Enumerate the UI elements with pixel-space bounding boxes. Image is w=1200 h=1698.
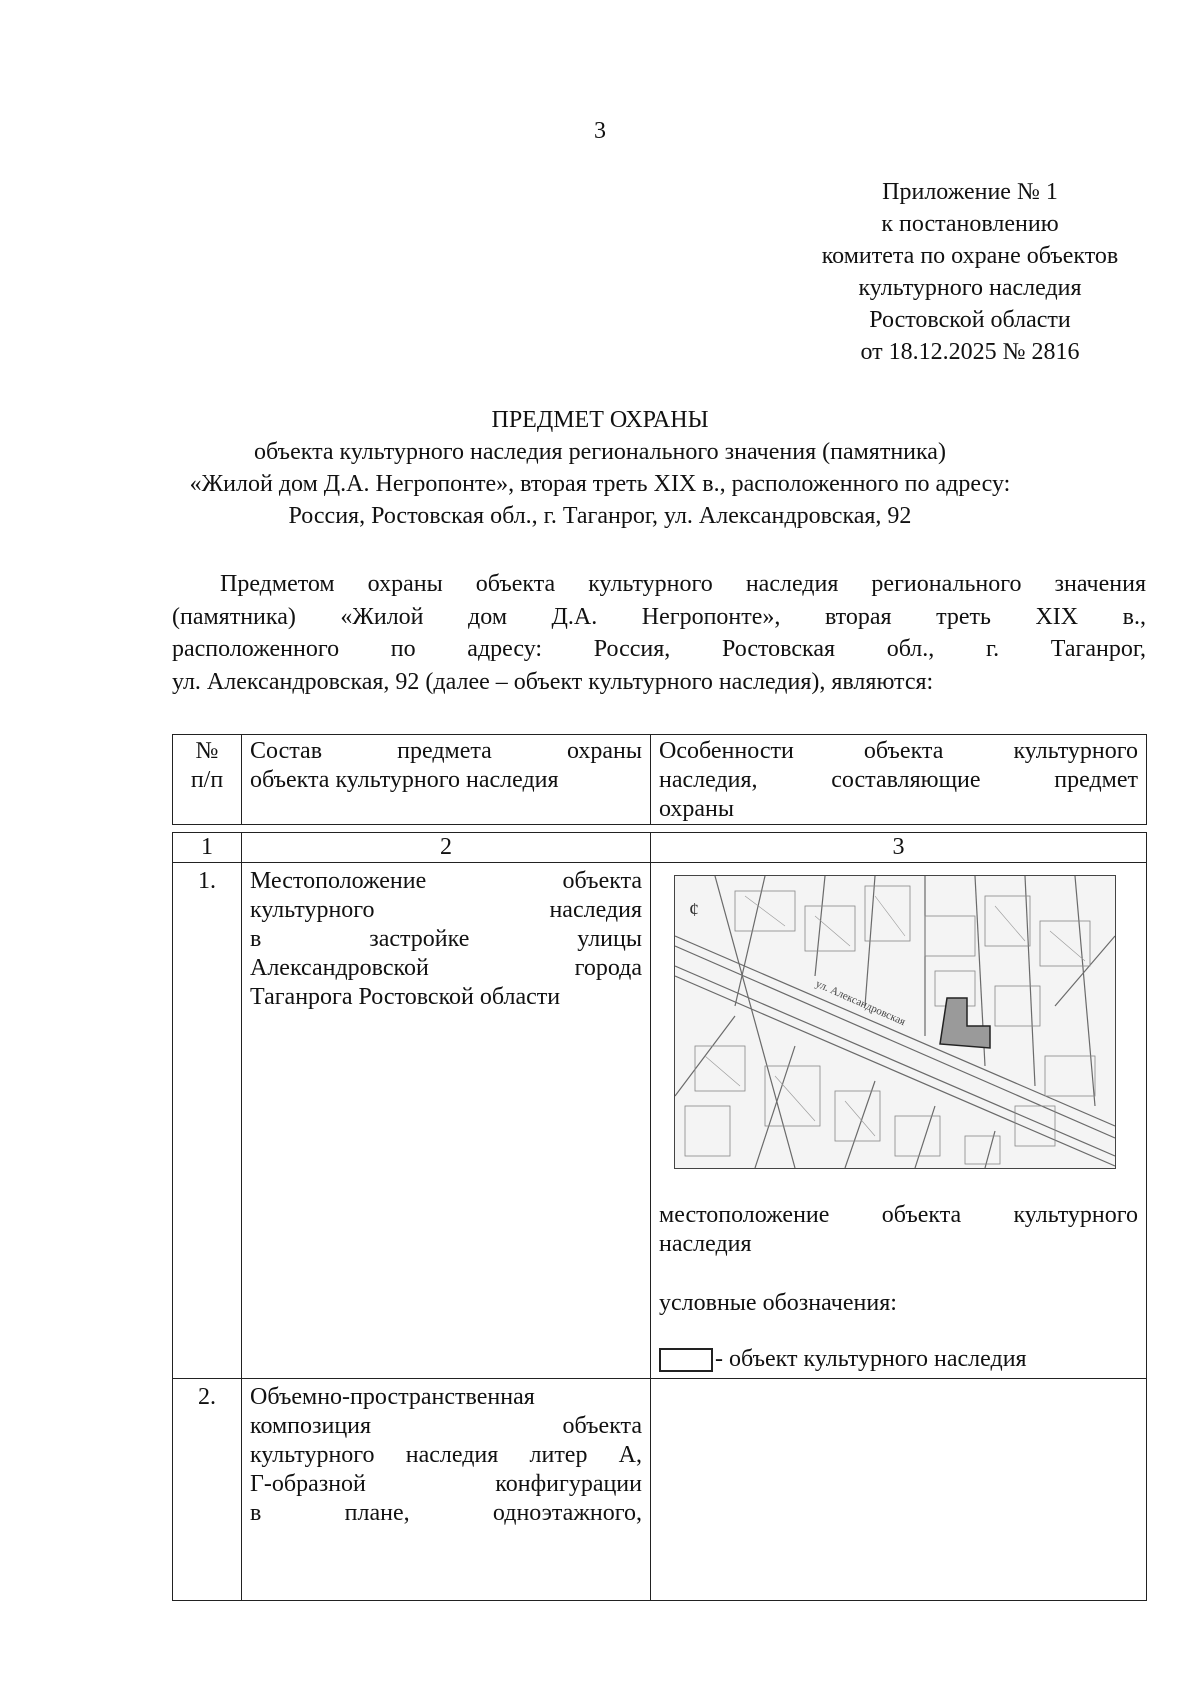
title-heading: ПРЕДМЕТ ОХРАНЫ [491,407,709,433]
row-features [651,863,1147,1379]
composition-line: в застройке улицы [250,926,642,952]
document-title [130,404,1070,532]
row-number: 1. [173,863,242,1379]
main-table [172,832,1147,1601]
page-number: 3 [594,118,606,144]
col-number-cell: 1 [173,833,242,863]
header-text: № [195,738,219,764]
row-number: 2. [173,1379,242,1601]
appendix-line: к постановлению [881,211,1059,237]
row-composition [242,1379,651,1601]
appendix-line: от 18.12.2025 № 2816 [860,339,1080,365]
composition-line: культурного наследия литер А, [250,1442,642,1468]
legend-label: - объект культурного наследия [715,1346,1027,1372]
composition-line: Местоположение объекта [250,868,642,894]
intro-paragraph [172,568,1146,698]
intro-line: Предметом охраны объекта культурного наследия регионального значения [220,571,1146,597]
appendix-line: культурного наследия [858,275,1082,301]
header-col-number [173,735,242,825]
header-text: объекта культурного наследия [250,767,559,793]
legend-title: условные обозначения: [659,1290,897,1316]
header-table [172,734,1147,825]
appendix-line: Ростовской области [869,307,1071,333]
title-line: Россия, Ростовская обл., г. Таганрог, ул. Александровская, 92 [288,503,912,529]
header-col-features [651,735,1147,825]
header-col-composition [242,735,651,825]
location-map [674,875,1116,1169]
legend-swatch [659,1348,713,1372]
intro-line: (памятника) «Жилой дом Д.А. Негропонте», вторая треть XIX в., [172,603,1146,630]
composition-line: композиция объекта [250,1413,642,1439]
header-text: п/п [190,767,224,793]
composition-line: культурного наследия [250,897,642,923]
composition-line: Таганрога Ростовской области [250,984,561,1010]
appendix-header [760,176,1180,368]
composition-line: Александровской города [250,955,642,981]
intro-line: расположенного по адресу: Россия, Ростовская обл., г. Таганрог, [172,636,1146,662]
legend-item [659,1345,1138,1374]
map-street-label: ул. Александровская [813,977,908,1029]
header-text: Особенности объекта культурного [659,738,1138,764]
svg-text:¢: ¢ [689,899,699,921]
composition-line: в плане, одноэтажного, [250,1500,642,1526]
header-text: наследия, составляющие предмет [659,767,1138,793]
header-text: Состав предмета охраны [250,738,642,764]
appendix-line: комитета по охране объектов [821,243,1119,269]
row-composition [242,863,651,1379]
title-line: «Жилой дом Д.А. Негропонте», вторая треть XIX в., расположенного по адресу: [189,471,1011,497]
appendix-line: Приложение № 1 [882,179,1058,205]
composition-line: Объемно-пространственная [250,1384,535,1410]
map-caption-line: местоположение объекта культурного [659,1202,1138,1228]
intro-line: ул. Александровская, 92 (далее – объект культурного наследия), являются: [172,668,934,695]
map-image [675,876,1115,1168]
row-features [651,1379,1147,1601]
title-line: объекта культурного наследия регионального значения (памятника) [254,439,946,465]
map-caption-line: наследия [659,1231,752,1257]
header-text: охраны [659,796,735,822]
composition-line: Г-образной конфигурации [250,1471,642,1497]
col-number-cell: 3 [651,833,1147,863]
col-number-cell: 2 [242,833,651,863]
